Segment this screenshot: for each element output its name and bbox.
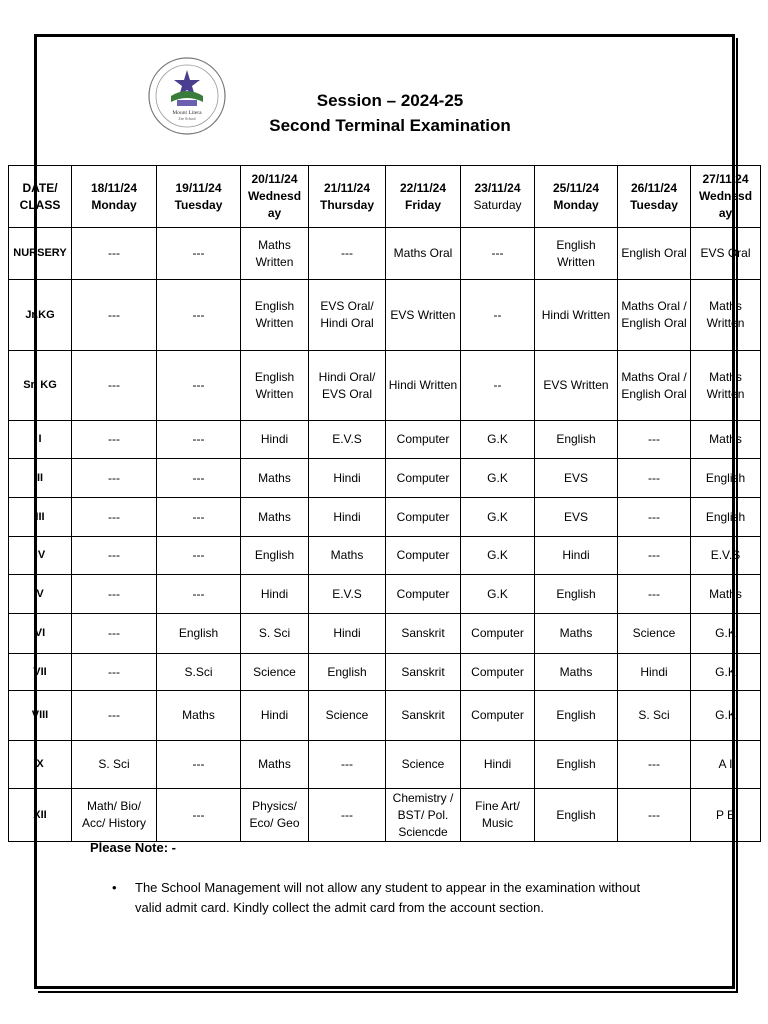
class-label: VI (9, 614, 72, 654)
exam-cell: --- (157, 459, 241, 498)
exam-cell: --- (157, 280, 241, 351)
exam-cell: Maths Oral (386, 228, 461, 280)
exam-cell: EVS Written (386, 280, 461, 351)
exam-title: Second Terminal Examination (269, 116, 511, 135)
table-row (9, 228, 761, 280)
exam-cell: Science (309, 691, 386, 741)
exam-cell: Sanskrit (386, 691, 461, 741)
exam-cell: Science (618, 614, 691, 654)
exam-cell: G.K (691, 654, 761, 691)
table-row (9, 654, 761, 691)
exam-cell: --- (157, 537, 241, 575)
note-list (112, 878, 652, 918)
exam-cell: G.K (461, 537, 535, 575)
exam-cell: --- (72, 351, 157, 421)
exam-cell: --- (309, 789, 386, 842)
class-label: IV (9, 537, 72, 575)
exam-cell: English (535, 691, 618, 741)
exam-cell: Hindi (535, 537, 618, 575)
exam-cell: --- (461, 228, 535, 280)
exam-cell: S. Sci (618, 691, 691, 741)
exam-cell: English (309, 654, 386, 691)
exam-cell: S.Sci (157, 654, 241, 691)
exam-cell: Science (241, 654, 309, 691)
class-label: VII (9, 654, 72, 691)
note-title: Please Note: - (90, 840, 176, 855)
exam-cell: English (157, 614, 241, 654)
table-row (9, 498, 761, 537)
exam-cell: --- (618, 498, 691, 537)
class-label: III (9, 498, 72, 537)
exam-cell: --- (72, 228, 157, 280)
exam-cell: P E (691, 789, 761, 842)
exam-cell: Fine Art/ Music (461, 789, 535, 842)
date-header: 21/11/24 Thursday (309, 166, 386, 228)
date-header: 18/11/24 Monday (72, 166, 157, 228)
exam-cell: EVS (535, 498, 618, 537)
exam-cell: English (535, 575, 618, 614)
table-row (9, 741, 761, 789)
exam-cell: Maths Written (691, 280, 761, 351)
exam-cell: --- (72, 498, 157, 537)
exam-cell: Hindi Written (535, 280, 618, 351)
exam-cell: Maths (309, 537, 386, 575)
table-row (9, 280, 761, 351)
table-row (9, 459, 761, 498)
exam-cell: G.K (461, 459, 535, 498)
exam-cell: Maths Written (241, 228, 309, 280)
exam-cell: EVS Written (535, 351, 618, 421)
date-header: 25/11/24 Monday (535, 166, 618, 228)
exam-cell: Maths (535, 614, 618, 654)
exam-cell: English (535, 789, 618, 842)
exam-cell: E.V.S (309, 421, 386, 459)
table-row (9, 691, 761, 741)
class-label: II (9, 459, 72, 498)
exam-cell: --- (72, 537, 157, 575)
svg-text:Mount Litera: Mount Litera (172, 110, 202, 116)
table-row (9, 575, 761, 614)
exam-cell: --- (157, 498, 241, 537)
exam-cell: Maths Written (691, 351, 761, 421)
exam-cell: Computer (461, 691, 535, 741)
date-header: 22/11/24 Friday (386, 166, 461, 228)
exam-cell: Sanskrit (386, 654, 461, 691)
exam-cell: G.K (461, 498, 535, 537)
exam-cell: Maths (241, 459, 309, 498)
exam-cell: Hindi Written (386, 351, 461, 421)
exam-cell: --- (618, 575, 691, 614)
exam-cell: Maths Oral / English Oral (618, 280, 691, 351)
exam-cell: S. Sci (72, 741, 157, 789)
exam-cell: English Written (241, 351, 309, 421)
exam-cell: S. Sci (241, 614, 309, 654)
exam-cell: --- (72, 575, 157, 614)
class-label: I (9, 421, 72, 459)
exam-cell: Maths (691, 421, 761, 459)
exam-cell: Hindi (241, 421, 309, 459)
table-row (9, 421, 761, 459)
exam-cell: EVS (535, 459, 618, 498)
exam-cell: --- (618, 537, 691, 575)
header-row (9, 166, 761, 228)
exam-cell: -- (461, 351, 535, 421)
exam-cell: G.K (691, 614, 761, 654)
exam-cell: Sanskrit (386, 614, 461, 654)
exam-cell: --- (72, 421, 157, 459)
exam-timetable (8, 165, 761, 842)
exam-cell: --- (157, 228, 241, 280)
exam-cell: English Oral (618, 228, 691, 280)
exam-cell: Maths (241, 498, 309, 537)
exam-cell: Hindi (461, 741, 535, 789)
session-title: Session – 2024-25 (316, 91, 464, 110)
exam-cell: --- (157, 741, 241, 789)
exam-cell: A I (691, 741, 761, 789)
note-item: The School Management will not allow any student to appear in the examination without valid admit card. Kindly collect the admit card from the account section. (135, 880, 641, 915)
date-header: 26/11/24 Tuesday (618, 166, 691, 228)
bullet-icon: • (112, 880, 117, 895)
exam-cell: English Written (535, 228, 618, 280)
exam-cell: Science (386, 741, 461, 789)
exam-cell: Maths (691, 575, 761, 614)
exam-cell: Hindi (241, 575, 309, 614)
exam-cell: English (691, 498, 761, 537)
exam-cell: Hindi Oral/ EVS Oral (309, 351, 386, 421)
class-label: V (9, 575, 72, 614)
date-header: 27/11/24 Wednesd ay (691, 166, 761, 228)
exam-cell: --- (72, 280, 157, 351)
table-row (9, 351, 761, 421)
exam-cell: English (691, 459, 761, 498)
exam-cell: Hindi (241, 691, 309, 741)
exam-cell: E.V.S (309, 575, 386, 614)
exam-cell: Hindi (309, 498, 386, 537)
exam-cell: Maths (241, 741, 309, 789)
exam-cell: --- (618, 459, 691, 498)
class-label: Sr. KG (9, 351, 72, 421)
svg-text:Zee School: Zee School (178, 117, 196, 121)
exam-cell: G.K (461, 575, 535, 614)
class-label: NURSERY (9, 228, 72, 280)
table-row (9, 789, 761, 842)
exam-cell: --- (72, 459, 157, 498)
exam-cell: --- (157, 575, 241, 614)
exam-cell: Computer (386, 575, 461, 614)
exam-cell: Computer (461, 614, 535, 654)
exam-cell: --- (309, 741, 386, 789)
exam-cell: --- (309, 228, 386, 280)
exam-cell: G.K (691, 691, 761, 741)
exam-cell: --- (618, 421, 691, 459)
exam-cell: --- (72, 654, 157, 691)
exam-cell: Computer (386, 498, 461, 537)
exam-cell: --- (72, 614, 157, 654)
exam-cell: Maths Oral / English Oral (618, 351, 691, 421)
exam-cell: Computer (461, 654, 535, 691)
exam-cell: Computer (386, 537, 461, 575)
exam-cell: Chemistry / BST/ Pol. Sciencde (386, 789, 461, 842)
exam-cell: English (535, 421, 618, 459)
exam-cell: Computer (386, 459, 461, 498)
class-label: XII (9, 789, 72, 842)
exam-cell: --- (157, 351, 241, 421)
exam-cell: -- (461, 280, 535, 351)
exam-cell: English (241, 537, 309, 575)
exam-cell: Maths (157, 691, 241, 741)
exam-cell: EVS Oral/ Hindi Oral (309, 280, 386, 351)
class-label: VIII (9, 691, 72, 741)
exam-cell: Computer (386, 421, 461, 459)
exam-cell: Math/ Bio/ Acc/ History (72, 789, 157, 842)
date-header: 19/11/24 Tuesday (157, 166, 241, 228)
exam-cell: EVS Oral (691, 228, 761, 280)
exam-cell: G.K (461, 421, 535, 459)
exam-cell: Hindi (618, 654, 691, 691)
exam-cell: --- (157, 421, 241, 459)
exam-cell: Hindi (309, 614, 386, 654)
class-label: Jr.KG (9, 280, 72, 351)
exam-cell: --- (157, 789, 241, 842)
exam-cell: --- (72, 691, 157, 741)
exam-cell: E.V.S (691, 537, 761, 575)
exam-cell: English (535, 741, 618, 789)
table-row (9, 537, 761, 575)
exam-cell: English Written (241, 280, 309, 351)
exam-cell: Physics/ Eco/ Geo (241, 789, 309, 842)
class-label: X (9, 741, 72, 789)
title-block (200, 88, 580, 138)
exam-cell: Hindi (309, 459, 386, 498)
date-header: 23/11/24 Saturday (461, 166, 535, 228)
date-header: 20/11/24 Wednesd ay (241, 166, 309, 228)
exam-cell: --- (618, 789, 691, 842)
exam-cell: Maths (535, 654, 618, 691)
table-row (9, 614, 761, 654)
corner-cell: DATE/ CLASS (9, 166, 72, 228)
exam-cell: --- (618, 741, 691, 789)
